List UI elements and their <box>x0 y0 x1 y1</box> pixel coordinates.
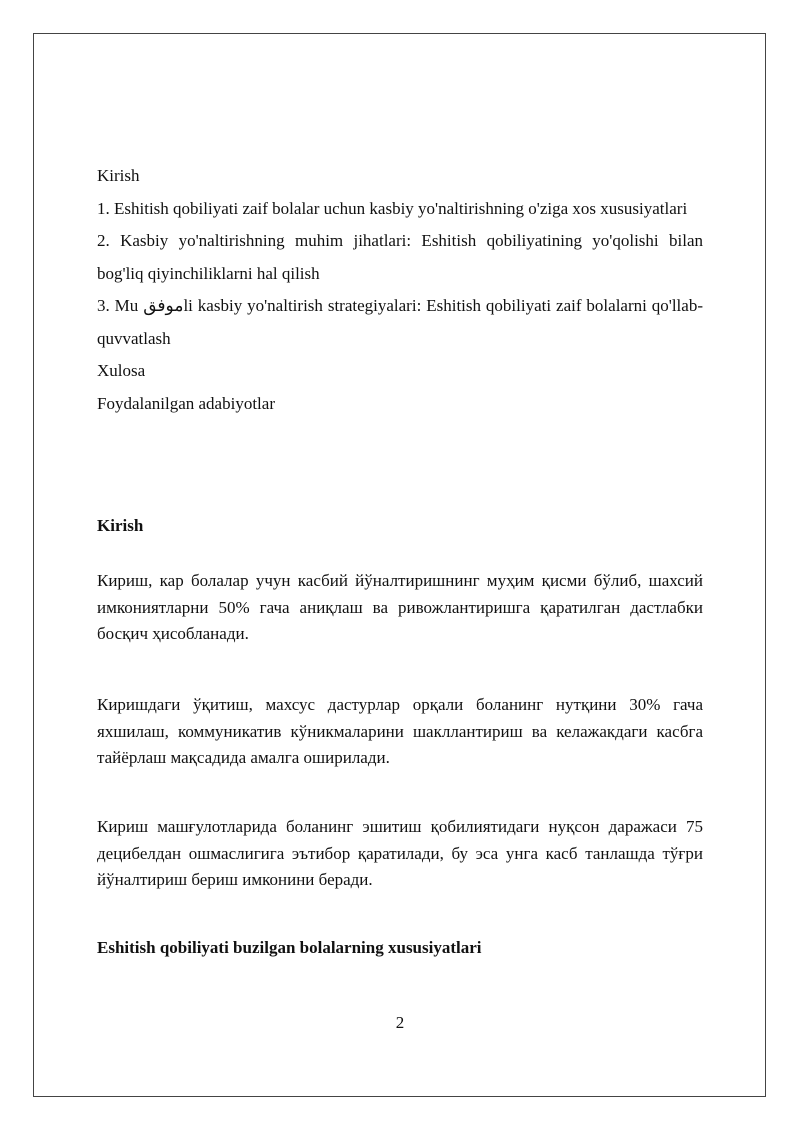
toc-item-2: 2. Kasbiy yo'naltirishning muhim jihatlari: Eshitish qobiliyatining yo'qolishi bilan bog'liq qiyinchiliklarni hal qilish <box>97 231 703 283</box>
toc-item-3: 3. Mu موفقli kasbiy yo'naltirish strategiyalari: Eshitish qobiliyati zaif bolalarni qo'llab-quvvatlash <box>97 296 703 348</box>
paragraph-1: Кириш, кар болалар учун касбий йўналтиришнинг муҳим қисми бўлиб, шахсий имкониятларни 50% гача аниқлаш ва ривожлантиришга қаратилган дастлабки босқич ҳисобланади. <box>97 571 703 643</box>
toc-item-references: Foydalanilgan adabiyotlar <box>97 393 275 413</box>
paragraph-3: Кириш машғулотларида боланинг эшитиш қобилиятидаги нуқсон даражаси 75 децибелдан ошмаслигига эътибор қаратилади, бу эса унга касб танлашда тўғри йўналтириш бериш имконини беради. <box>97 817 703 889</box>
section-heading-eshitish: Eshitish qobiliyati buzilgan bolalarning xususiyatlari <box>97 938 482 957</box>
toc-item-intro: Kirish <box>97 166 140 185</box>
toc-item-1: 1. Eshitish qobiliyati zaif bolalar uchun kasbiy yo'naltirishning o'ziga xos xususiyatlari <box>97 198 688 218</box>
page-number: 2 <box>395 1013 405 1032</box>
toc-item-conclusion: Xulosa <box>97 361 146 380</box>
section-heading-kirish: Kirish <box>97 516 144 535</box>
table-of-contents <box>97 160 703 420</box>
paragraph-2: Киришдаги ўқитиш, махсус дастурлар орқали боланинг нутқини 30% гача яхшилаш, коммуникатив кўникмаларини шакллантириш ва келажакдаги касбга тайёрлаш мақсадида амалга оширилади. <box>97 695 703 767</box>
